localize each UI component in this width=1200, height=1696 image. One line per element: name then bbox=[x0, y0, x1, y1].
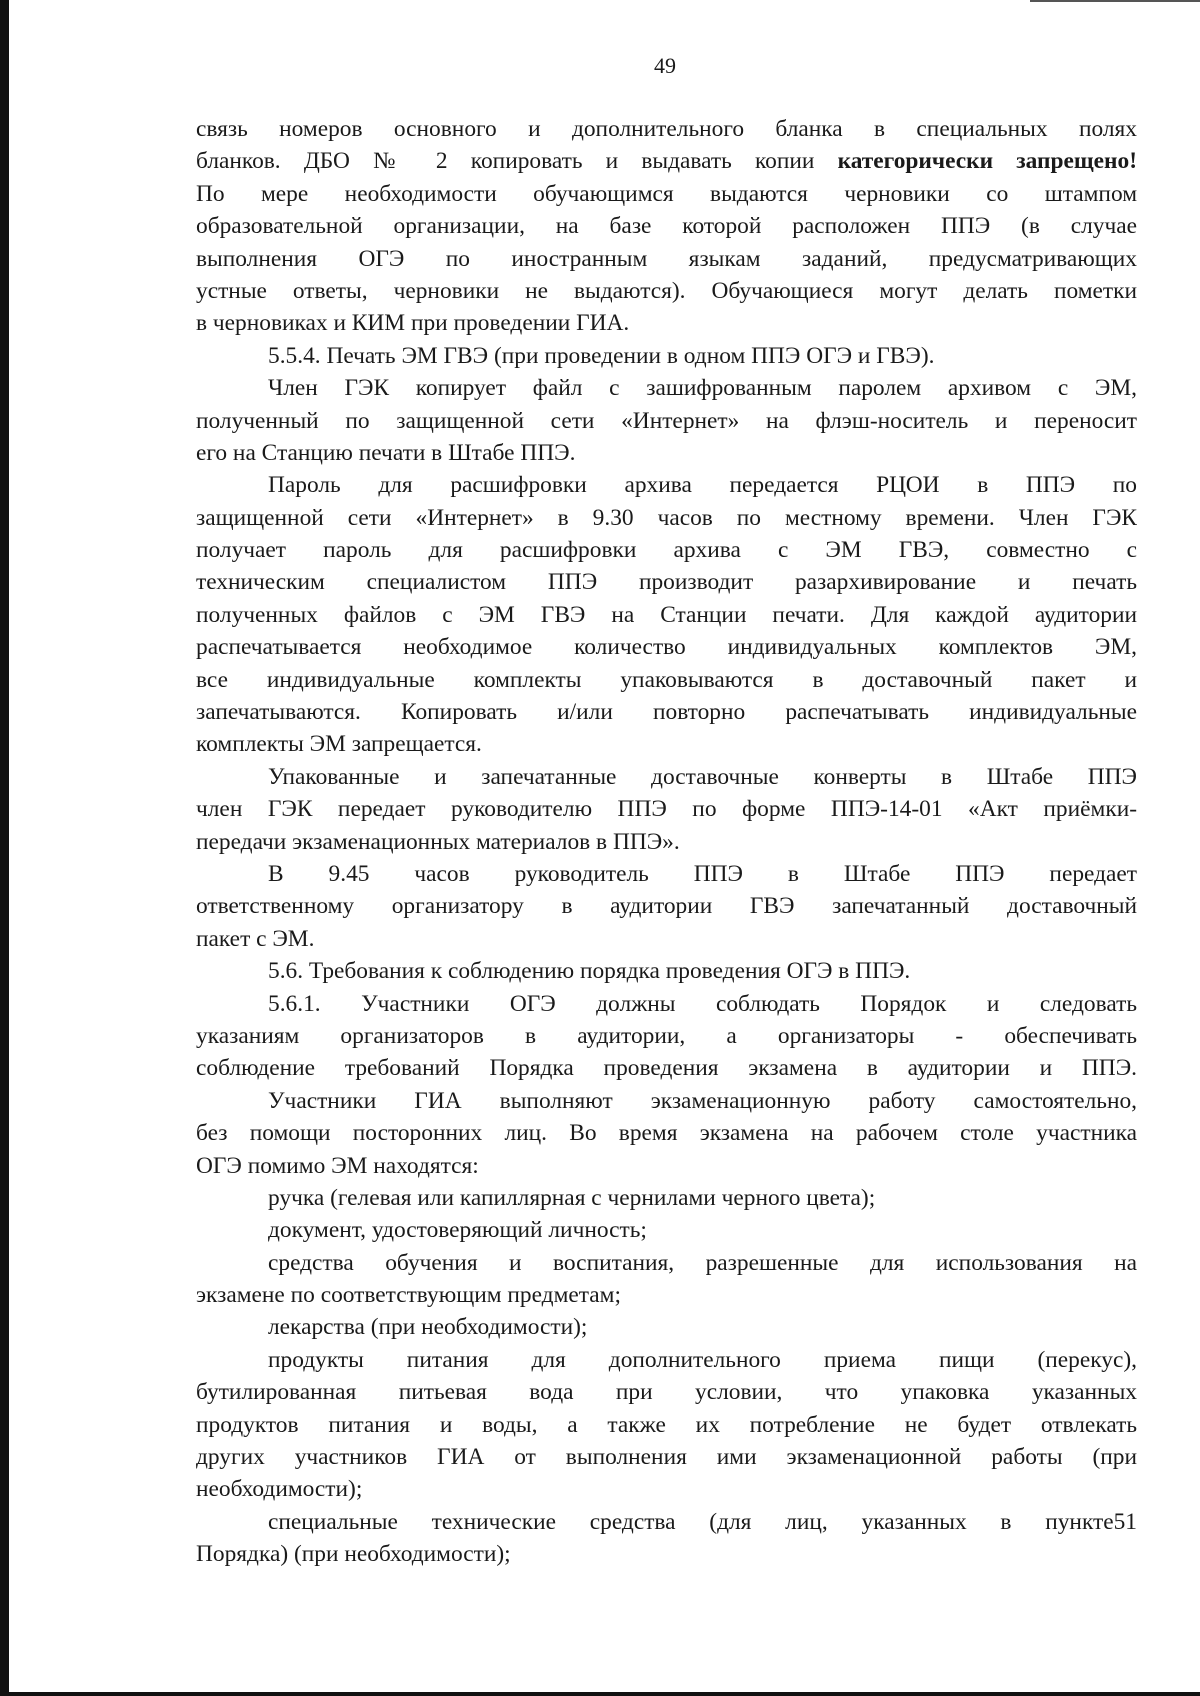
text-line-content: средства обучения и воспитания, разрешенные для использования на bbox=[268, 1249, 1137, 1276]
text-line-content: необходимости); bbox=[196, 1476, 363, 1503]
text-line bbox=[196, 437, 1137, 469]
body-text bbox=[196, 113, 1137, 1571]
text-line-content: техническим специалистом ППЭ производит разархивирование и печать bbox=[196, 569, 1137, 596]
text-line-content: пакет с ЭМ. bbox=[196, 925, 315, 952]
text-line bbox=[196, 1214, 1137, 1246]
text-line-content: Пароль для расшифровки архива передается РЦОИ в ППЭ по bbox=[268, 472, 1137, 499]
text-line-content: ручка (гелевая или капиллярная с чернилами черного цвета); bbox=[268, 1184, 876, 1211]
text-line-content: комплекты ЭМ запрещается. bbox=[196, 731, 482, 758]
text-line bbox=[196, 631, 1137, 663]
text-line-content: все индивидуальные комплекты упаковываются в доставочный пакет и bbox=[196, 666, 1137, 693]
text-line-content: член ГЭК передает руководителю ППЭ по форме ППЭ-14-01 «Акт приёмки- bbox=[196, 796, 1137, 823]
text-line bbox=[196, 502, 1137, 534]
text-line-content: Член ГЭК копирует файл с зашифрованным паролем архивом с ЭМ, bbox=[268, 375, 1137, 402]
text-line-content: лекарства (при необходимости); bbox=[268, 1314, 588, 1341]
text-line-content: устные ответы, черновики не выдаются). Обучающиеся могут делать пометки bbox=[196, 277, 1137, 304]
text-line-content: бутилированная питьевая вода при условии, что упаковка указанных bbox=[196, 1379, 1137, 1406]
text-line bbox=[196, 1182, 1137, 1214]
text-line-content: ОГЭ помимо ЭМ находятся: bbox=[196, 1152, 479, 1179]
text-line bbox=[196, 1150, 1137, 1182]
text-line bbox=[196, 534, 1137, 566]
text-line-content: 5.6. Требования к соблюдению порядка проведения ОГЭ в ППЭ. bbox=[268, 958, 911, 985]
text-line bbox=[196, 1085, 1137, 1117]
text-line-content: В 9.45 часов руководитель ППЭ в Штабе ППЭ передает bbox=[268, 860, 1137, 887]
text-line-content: Упакованные и запечатанные доставочные конверты в Штабе ППЭ bbox=[268, 763, 1137, 790]
text-line-content: связь номеров основного и дополнительного бланка в специальных полях bbox=[196, 116, 1137, 142]
text-line bbox=[196, 1020, 1137, 1052]
text-line-content: экзамене по соответствующим предметам; bbox=[196, 1282, 621, 1309]
text-line bbox=[196, 1538, 1137, 1570]
text-line bbox=[196, 1311, 1137, 1343]
text-line bbox=[196, 178, 1137, 210]
text-line bbox=[196, 728, 1137, 760]
text-line bbox=[196, 275, 1137, 307]
text-line bbox=[196, 890, 1137, 922]
text-line bbox=[196, 1052, 1137, 1084]
text-line-content: продуктов питания и воды, а также их потребление не будет отвлекать bbox=[196, 1411, 1137, 1438]
text-line bbox=[196, 113, 1137, 145]
text-line bbox=[196, 307, 1137, 339]
text-line-content: передачи экзаменационных материалов в ППЭ». bbox=[196, 828, 680, 855]
text-line bbox=[196, 1344, 1137, 1376]
text-line-content: без помощи посторонних лиц. Во время экзамена на рабочем столе участника bbox=[196, 1120, 1137, 1147]
text-line bbox=[196, 405, 1137, 437]
text-line bbox=[196, 210, 1137, 242]
text-line bbox=[196, 1473, 1137, 1505]
text-line-content: бланков. ДБО № 2 копировать и выдавать копии bbox=[196, 148, 838, 175]
text-line-content: запечатываются. Копировать и/или повторно распечатывать индивидуальные bbox=[196, 699, 1137, 726]
text-line-content: образовательной организации, на базе которой расположен ППЭ (в случае bbox=[196, 213, 1137, 240]
text-line-content: защищенной сети «Интернет» в 9.30 часов по местному времени. Член ГЭК bbox=[196, 504, 1137, 531]
text-line-content: специальные технические средства (для лиц, указанных в пункте51 bbox=[268, 1508, 1137, 1535]
text-line bbox=[196, 664, 1137, 696]
text-line bbox=[196, 793, 1137, 825]
text-line bbox=[196, 1506, 1137, 1538]
text-line bbox=[196, 340, 1137, 372]
text-line-content: распечатывается необходимое количество индивидуальных комплектов ЭМ, bbox=[196, 634, 1137, 661]
text-line-content: Порядка) (при необходимости); bbox=[196, 1541, 511, 1568]
text-line bbox=[196, 1409, 1137, 1441]
text-line-content: По мере необходимости обучающимся выдаются черновики со штампом bbox=[196, 180, 1137, 207]
text-line-content: полученный по защищенной сети «Интернет» на флэш-носитель и переносит bbox=[196, 407, 1137, 434]
text-line-content: получает пароль для расшифровки архива с ЭМ ГВЭ, совместно с bbox=[196, 537, 1137, 564]
text-line bbox=[196, 243, 1137, 275]
text-line-content: Участники ГИА выполняют экзаменационную работу самостоятельно, bbox=[268, 1087, 1137, 1114]
page-number: 49 bbox=[654, 53, 676, 78]
text-line bbox=[196, 1279, 1137, 1311]
text-line bbox=[196, 858, 1137, 890]
text-line-content: соблюдение требований Порядка проведения экзамена в аудитории и ППЭ. bbox=[196, 1055, 1137, 1082]
scan-left-edge bbox=[0, 0, 9, 1696]
text-line-content: полученных файлов с ЭМ ГВЭ на Станции печати. Для каждой аудитории bbox=[196, 601, 1137, 628]
text-line bbox=[196, 955, 1137, 987]
text-line bbox=[196, 826, 1137, 858]
text-line-content: других участников ГИА от выполнения ими экзаменационной работы (при bbox=[196, 1444, 1137, 1471]
bold-emphasis: категорически запрещено! bbox=[837, 148, 1137, 175]
text-line bbox=[196, 1441, 1137, 1473]
text-line bbox=[196, 696, 1137, 728]
text-line bbox=[196, 1117, 1137, 1149]
text-line bbox=[196, 923, 1137, 955]
text-line bbox=[196, 372, 1137, 404]
text-line bbox=[196, 566, 1137, 598]
text-line-content: продукты питания для дополнительного приема пищи (перекус), bbox=[268, 1346, 1137, 1373]
text-line-content: документ, удостоверяющий личность; bbox=[268, 1217, 647, 1244]
text-line bbox=[196, 1376, 1137, 1408]
text-line-content: его на Станцию печати в Штабе ППЭ. bbox=[196, 439, 576, 466]
scan-top-edge bbox=[1030, 0, 1200, 2]
text-line bbox=[196, 761, 1137, 793]
text-line bbox=[196, 1247, 1137, 1279]
text-line-content: в черновиках и КИМ при проведении ГИА. bbox=[196, 310, 630, 337]
text-line-content: ответственному организатору в аудитории ГВЭ запечатанный доставочный bbox=[196, 893, 1137, 920]
text-line-content: указаниям организаторов в аудитории, а организаторы - обеспечивать bbox=[196, 1022, 1137, 1049]
text-line-content: выполнения ОГЭ по иностранным языкам заданий, предусматривающих bbox=[196, 245, 1137, 272]
text-line bbox=[196, 469, 1137, 501]
text-line-content: 5.6.1. Участники ОГЭ должны соблюдать Порядок и следовать bbox=[268, 990, 1137, 1017]
text-line bbox=[196, 599, 1137, 631]
text-line bbox=[196, 145, 1137, 177]
text-line bbox=[196, 988, 1137, 1020]
text-line-content: 5.5.4. Печать ЭМ ГВЭ (при проведении в одном ППЭ ОГЭ и ГВЭ). bbox=[268, 342, 935, 369]
scan-bottom-edge bbox=[0, 1692, 1200, 1696]
